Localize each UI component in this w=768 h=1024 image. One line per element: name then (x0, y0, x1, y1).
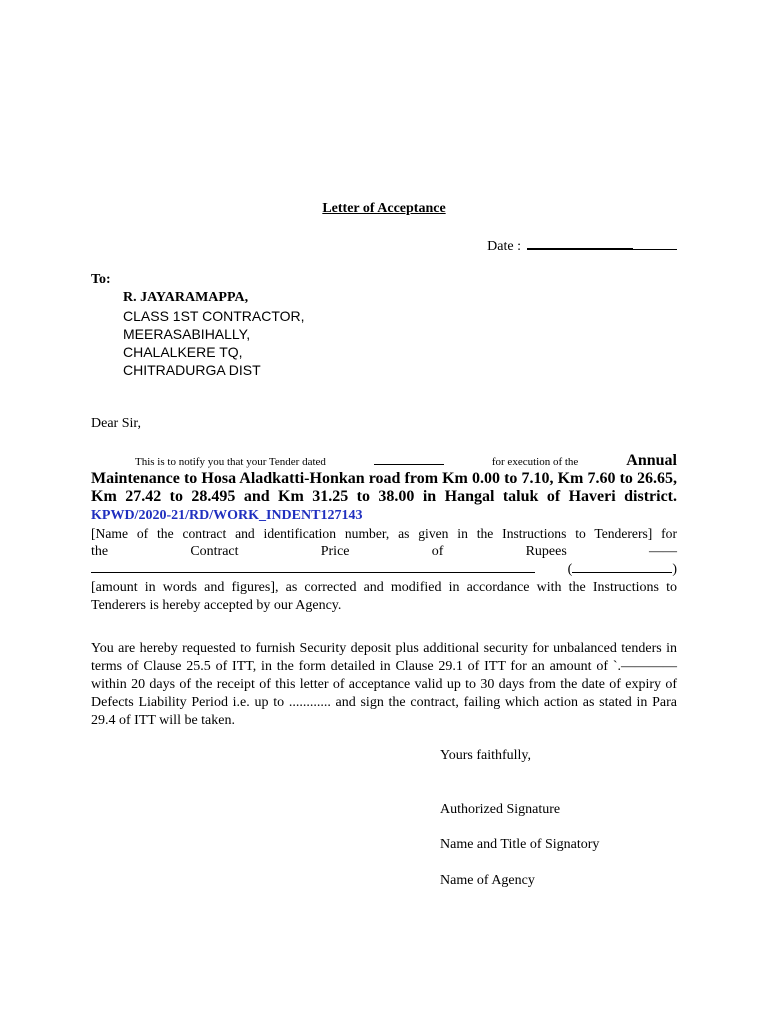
price-line (91, 543, 677, 561)
letter-title: Letter of Acceptance (322, 201, 446, 216)
word-price: Price (320, 544, 350, 559)
recipient-line-2: MEERASABIHALLY, (123, 326, 251, 342)
to-label: To: (91, 272, 111, 287)
recipient-name: R. JAYARAMAPPA, (123, 290, 249, 305)
amount-mark: `.———— (612, 659, 678, 674)
paren-close: ) (672, 562, 677, 577)
tender-date-blank (374, 453, 444, 465)
date-label: Date : (487, 239, 521, 254)
signatory-name-title: Name and Title of Signatory (440, 837, 600, 852)
date-blank (527, 237, 677, 250)
paren-open: ( (567, 562, 573, 577)
amount-figures-blank (572, 561, 672, 573)
agency-name: Name of Agency (440, 873, 535, 888)
word-the: the (91, 544, 109, 559)
work-description (91, 470, 677, 525)
security-paragraph (91, 640, 677, 730)
work-reference: KPWD/2020-21/RD/WORK_INDENT127143 (91, 508, 363, 523)
bracket-line: [Name of the contract and identification number, as given in the Instructions to Tenderers] for (91, 526, 677, 541)
authorized-signature: Authorized Signature (440, 802, 561, 817)
validity-dots: ............ (288, 695, 331, 710)
intro-text-a: This is to notify you that your Tender dated (135, 456, 326, 468)
recipient-line-4: CHITRADURGA DIST (123, 362, 261, 378)
recipient-line-1: CLASS 1ST CONTRACTOR, (123, 308, 305, 324)
yours-faithfully: Yours faithfully, (440, 748, 532, 763)
security-text-c: and sign the contract, failing which action as stated in Para 29.4 of ITT will be taken. (91, 695, 678, 728)
work-name: Maintenance to Hosa Aladkatti-Honkan road from Km 0.00 to 7.10, Km 7.60 to 26.65, Km 27.42 to 28.495 and Km 31.25 to 38.00 in Hangal taluk of Haveri district. (91, 470, 677, 505)
word-rupees: Rupees (525, 544, 567, 559)
work-first-word: Annual (626, 452, 677, 469)
rupees-dash: —— (649, 544, 677, 559)
salutation: Dear Sir, (91, 416, 141, 431)
word-contract: Contract (190, 544, 239, 559)
amount-line (91, 561, 677, 579)
recipient-line-3: CHALALKERE TQ, (123, 344, 243, 360)
security-text-a: You are hereby requested to furnish Security deposit plus additional security for unbalanced tenders in terms of Clause 25.5 of ITT, in the form detailed in Clause 29.1 of ITT for an amount of (91, 641, 677, 674)
amount-tail: [amount in words and figures], as corrected and modified in accordance with the Instructions to Tenderers is hereby accepted by our Agency. (91, 580, 677, 613)
intro-line (91, 452, 677, 470)
security-text-b: within 20 days of the receipt of this letter of acceptance valid up to 30 days from the date of expiry of Defects Liability Period i.e. up to (91, 677, 677, 710)
notification-paragraph (91, 452, 677, 615)
intro-text-b: for execution of the (491, 456, 579, 468)
amount-words-blank (91, 561, 535, 573)
date-line (487, 237, 677, 255)
word-of: of (431, 544, 444, 559)
